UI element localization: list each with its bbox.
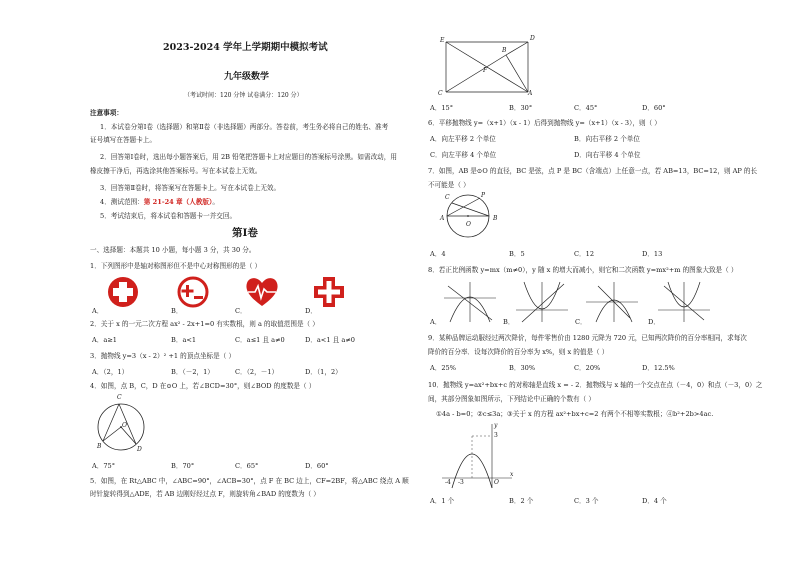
- q1-a-cross-h: [113, 288, 133, 296]
- q5-segment-ba: [506, 55, 528, 92]
- q9-option-c: C．20%: [574, 364, 601, 372]
- q1-b-minus: [194, 296, 203, 299]
- question-3-stem: 3．抛物线 y=3（x - 2）² +1 的顶点坐标是（ ）: [90, 352, 236, 360]
- q5-label-c: C: [438, 90, 443, 97]
- q5-option-a: A．15°: [430, 104, 454, 112]
- test-scope-value: 第 21-24 章（人教版）: [143, 198, 213, 206]
- question-9-line-1: 9．某种品牌运动服经过两次降价，每件零售价由 1280 元降为 720 元，已知两次降价的百分率相同，求每次: [428, 334, 747, 342]
- exam-subtitle: 九年级数学: [224, 72, 270, 82]
- q1-d-cross-inner: [318, 281, 340, 303]
- q8-option-d: D．: [648, 318, 660, 326]
- q5-option-c: C．45°: [574, 104, 598, 112]
- question-9-line-2: 降价的百分率．设每次降价的百分率为 x%，则 x 的值是（ ）: [428, 348, 609, 356]
- q2-option-a: A．a≥1: [92, 336, 118, 344]
- q10-label-o: O: [494, 479, 499, 486]
- q1-option-c: C．: [235, 307, 247, 315]
- question-10-line-2: 间，其部分图象如图所示，下列结论中正确的个数有（ ）: [428, 395, 595, 403]
- q10-option-c: C．3 个: [574, 497, 599, 505]
- q8-graph-a: [442, 280, 498, 324]
- q3-option-c: C．（2，－1）: [235, 368, 279, 376]
- q5-label-b: B: [502, 47, 507, 54]
- q7-chord-ap: [447, 198, 480, 216]
- q1-icon-d-cross-outline: [312, 275, 346, 309]
- q10-label-neg4: -4: [445, 479, 451, 486]
- q9-option-d: D．12.5%: [642, 364, 675, 372]
- q5-option-d: D．60°: [642, 104, 666, 112]
- question-10-line-3: ①4a - b=0；②c≤3a；③关于 x 的方程 ax²+bx+c=2 有两个不相等实数根；④b²+2b>4ac.: [436, 410, 714, 418]
- q7-option-a: A．4: [430, 250, 446, 258]
- q4-option-b: B．70°: [171, 462, 195, 470]
- q10-option-a: A．1 个: [430, 497, 455, 505]
- q7-option-c: C．12: [574, 250, 595, 258]
- q5-segment-bd: [506, 42, 528, 55]
- q7-label-p: P: [481, 192, 486, 199]
- q8-option-c: C．: [575, 318, 587, 326]
- note-line: 5．考试结束后，将本试卷和答题卡一并交回。: [100, 212, 237, 220]
- q7-label-c: C: [445, 194, 450, 201]
- question-6-stem: 6．平移抛物线 y=（x+1）（x - 1）后得到抛物线 y=（x+1）（x - 3），则（ ）: [428, 119, 661, 127]
- q4-option-c: C．65°: [235, 462, 259, 470]
- q7-label-b: B: [493, 215, 498, 222]
- q6-option-c: C．向左平移 4 个单位: [430, 151, 497, 159]
- q5-option-b: B．30°: [509, 104, 533, 112]
- q4-option-a: A．75°: [92, 462, 116, 470]
- q4-label-c: C: [117, 394, 122, 401]
- note-line: 证号填写在答题卡上。: [90, 136, 156, 144]
- question-2-stem: 2．关于 x 的一元二次方程 ax² - 2x+1=0 有实数根，则 a 的取值范围是（ ）: [90, 320, 319, 328]
- q7-center-dot: [467, 215, 469, 217]
- q7-option-b: B．5: [509, 250, 525, 258]
- q10-option-b: B．2 个: [509, 497, 534, 505]
- q4-chord-cb: [103, 404, 119, 441]
- question-7-line-1: 7．如图，AB 是⊙O 的直径，BC 是弦，点 P 是 BC（含端点）上任意一点，若 AB=13，BC=12，则 AP 的长: [428, 167, 758, 175]
- q6-option-b: B．向右平移 2 个单位: [574, 135, 640, 143]
- q2-option-c: C．a≤1 且 a≠0: [235, 336, 285, 344]
- note-line: [100, 198, 219, 206]
- q10-parabola-figure: [440, 422, 514, 490]
- q3-option-b: B．（－2，1）: [171, 368, 214, 376]
- q5-label-d: D: [530, 35, 535, 42]
- q6-option-d: D．向右平移 4 个单位: [574, 151, 641, 159]
- question-4-stem: 4．如图，点 B，C，D 在⊙O 上，若∠BCD=30°，则∠BOD 的度数是（ ）: [90, 382, 316, 390]
- q8b-line: [522, 284, 564, 322]
- q1-icon-a-red-cross: [106, 275, 140, 309]
- q3-option-a: A．（2，1）: [92, 368, 129, 376]
- q5-label-a: A: [528, 90, 533, 97]
- exam-title: 2023-2024 学年上学期期中模拟考试: [163, 42, 328, 53]
- q7-label-a: A: [440, 215, 445, 222]
- q10-label-3: 3: [494, 432, 498, 439]
- q2-option-d: D．a<1 且 a≠0: [305, 336, 355, 344]
- question-8-stem: 8．若正比例函数 y=mx（m≠0），y 随 x 的增大而减小，则它和二次函数 y=mx²+m 的图象大致是（ ）: [428, 266, 738, 274]
- q1-icon-c-heart: [244, 275, 280, 309]
- q4-option-d: D．60°: [305, 462, 329, 470]
- question-7-line-2: 不可能是（ ）: [428, 181, 470, 189]
- q3-option-d: D．（1，2）: [305, 368, 342, 376]
- q6-option-a: A．向左平移 2 个单位: [430, 135, 496, 143]
- note-line: 3．回答第Ⅱ卷时，将答案写在答题卡上。写在本试卷上无效。: [100, 184, 281, 192]
- question-5-line-1: 5．如图，在 Rt△ABC 中，∠ABC=90°，∠ACB=30°，点 F 在 BC 边上，CF=2BF，将△ABC 绕点 A 顺: [90, 477, 409, 485]
- q7-option-d: D．13: [642, 250, 663, 258]
- q4-label-o: O: [122, 422, 127, 429]
- q4-label-b: B: [97, 443, 102, 450]
- note-line: 橡皮擦干净后，再选涂其他答案标号。写在本试卷上无效。: [90, 167, 262, 175]
- q1-icon-b-plus-minus: [176, 275, 210, 309]
- q8-option-b: B．: [503, 318, 515, 326]
- exam-info: （考试时间：120 分钟 试卷满分：120 分）: [184, 92, 303, 99]
- question-1-stem: 1．下列图形中是轴对称图形但不是中心对称图形的是（ ）: [90, 262, 262, 270]
- test-scope-end: 。: [212, 198, 219, 206]
- q4-label-d: D: [137, 446, 142, 453]
- section-intro: 一、选择题：本题共 10 小题，每小题 3 分，共 30 分。: [90, 246, 256, 254]
- q10-option-d: D．4 个: [642, 497, 667, 505]
- q10-label-neg3: -3: [458, 479, 464, 486]
- q1-option-b: B．: [171, 307, 183, 315]
- note-line: 2．回答第Ⅰ卷时，选出每小题答案后，用 2B 铅笔把答题卡上对应题目的答案标号涂黑。如需改动，用: [100, 153, 397, 161]
- note-line: 1．本试卷分第Ⅰ卷（选择题）和第Ⅱ卷（非选择题）两部分。答卷前，考生务必将自己的姓名、准考: [100, 123, 389, 131]
- q8-graph-d: [656, 280, 712, 324]
- q2-option-b: B．a<1: [171, 336, 197, 344]
- test-scope-label: 4．测试范围：: [100, 198, 144, 206]
- part-title: 第Ⅰ卷: [232, 227, 258, 239]
- q1-option-d: D．: [305, 307, 317, 315]
- q7-chord-cb: [452, 203, 489, 216]
- q5-label-e: E: [440, 37, 445, 44]
- question-10-line-1: 10．抛物线 y=ax²+bx+c 的对称轴是直线 x = - 2．抛物线与 x 轴的一个交点在点（－4，0）和点（－3，0）之: [428, 381, 763, 389]
- q1-b-plus-h: [182, 290, 194, 293]
- q7-label-o: O: [466, 221, 471, 228]
- question-5-line-2: 时针旋转得到△ADE，若 AB 边刚好经过点 F，则旋转角∠BAD 的度数为（ ）: [90, 490, 320, 498]
- q10-label-x: x: [510, 471, 514, 478]
- q9-option-a: A．25%: [430, 364, 457, 372]
- q8-graph-c: [584, 280, 640, 324]
- q10-label-y: y: [494, 422, 498, 429]
- q9-option-b: B．30%: [509, 364, 536, 372]
- notes-heading: 注意事项：: [90, 109, 123, 117]
- q8-option-a: A．: [430, 318, 442, 326]
- q1-option-a: A．: [92, 307, 104, 315]
- q5-label-f: F: [483, 67, 488, 74]
- q8-graph-b: [514, 280, 570, 324]
